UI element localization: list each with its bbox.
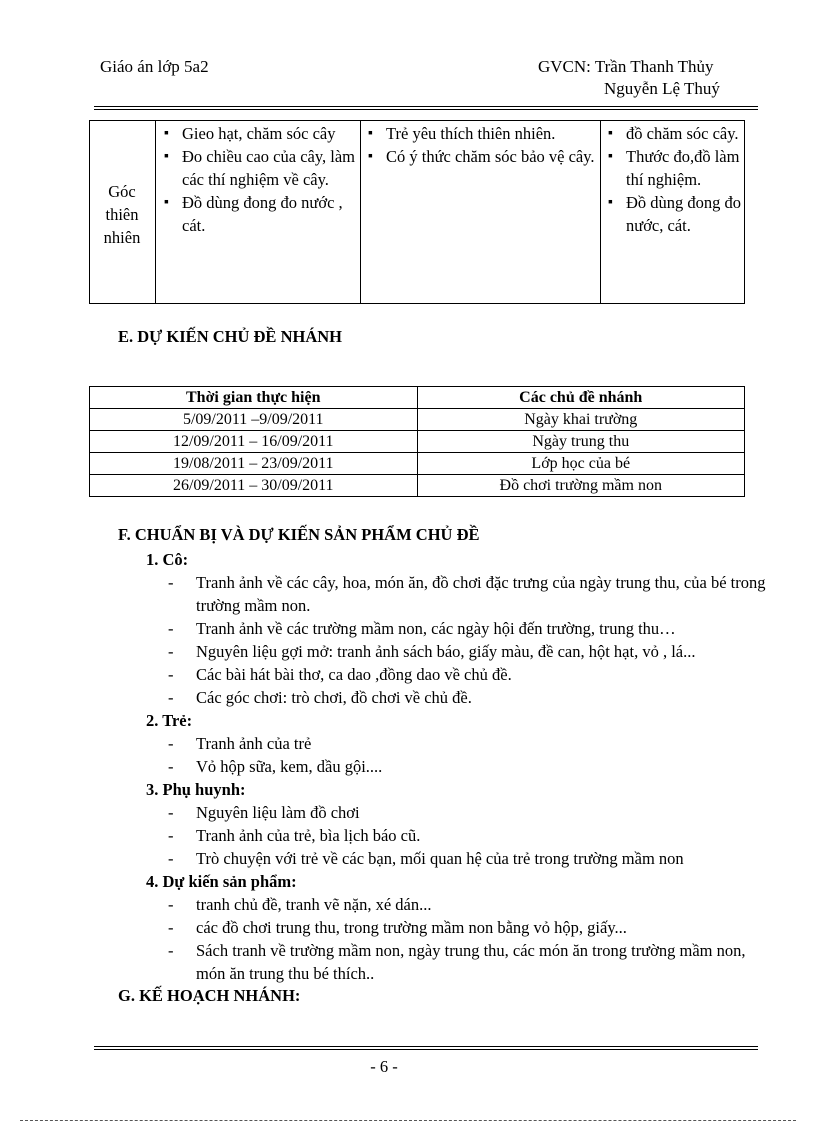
header-teacher-1: GVCN: Trần Thanh Thủy (538, 57, 714, 76)
header-left: Giáo án lớp 5a2 (100, 57, 209, 76)
corner-col3-item: ▪ Thước đo,đồ làm thí nghiệm. (606, 145, 742, 191)
section-f-body (146, 548, 766, 985)
branch-topic-table (89, 386, 745, 497)
table-header-row (90, 387, 745, 409)
corner-col3-item: ▪ đồ chăm sóc cây. (606, 122, 742, 145)
section-g-title: G. KẾ HOẠCH NHÁNH: (118, 986, 301, 1005)
list-item: - Vỏ hộp sữa, kem, dầu gội.... (166, 755, 766, 778)
page-number: - 6 - (370, 1057, 398, 1076)
corner-col3-item: ▪ Đồ dùng đong đo nước, cát. (606, 191, 742, 237)
corner-label: Góc thiên nhiên (103, 182, 141, 247)
table-row (90, 475, 745, 497)
sub-heading-parents: 3. Phụ huynh: (146, 780, 246, 799)
row-topic: Ngày khai trường (417, 409, 745, 431)
corner-col2-item: ▪ Có ý thức chăm sóc bảo vệ cây. (366, 145, 596, 168)
col-header-topic: Các chủ đề nhánh (417, 387, 745, 409)
list-item: - Các bài hát bài thơ, ca dao ,đồng dao về chủ đề. (166, 663, 766, 686)
list-item: - Sách tranh về trường mầm non, ngày trung thu, các món ăn trong trường mầm non, món ăn trung thu bé thích.. (166, 939, 766, 985)
footer-rule (94, 1046, 758, 1050)
list-item: - Các góc chơi: trò chơi, đồ chơi về chủ đề. (166, 686, 766, 709)
row-time: 19/08/2011 – 23/09/2011 (90, 453, 418, 475)
corner-col-divider-1 (155, 120, 156, 304)
corner-col1-item: ▪ Đồ dùng đong đo nước , cát. (162, 191, 358, 237)
corner-col-divider-3 (600, 120, 601, 304)
corner-col3 (606, 122, 742, 237)
list-item: - Tranh ảnh của trẻ, bìa lịch báo cũ. (166, 824, 766, 847)
list-item: - Tranh ảnh về các trường mầm non, các ngày hội đến trường, trung thu… (166, 617, 766, 640)
list-item: - Nguyên liệu gợi mở: tranh ảnh sách báo, giấy màu, đề can, hột hạt, vỏ , lá... (166, 640, 766, 663)
table-row (90, 453, 745, 475)
table-row (90, 431, 745, 453)
row-topic: Đồ chơi trường mầm non (417, 475, 745, 497)
header-teacher-2: Nguyễn Lệ Thuý (604, 79, 720, 98)
list-item: - Trò chuyện với trẻ về các bạn, mối quan hệ của trẻ trong trường mầm non (166, 847, 766, 870)
row-time: 12/09/2011 – 16/09/2011 (90, 431, 418, 453)
list-item: - Tranh ảnh của trẻ (166, 732, 766, 755)
corner-col2 (366, 122, 596, 168)
section-f-title: F. CHUẨN BỊ VÀ DỰ KIẾN SẢN PHẨM CHỦ ĐỀ (118, 525, 480, 544)
sub-heading-teacher: 1. Cô: (146, 550, 189, 569)
corner-col2-item: ▪ Trẻ yêu thích thiên nhiên. (366, 122, 596, 145)
sub-heading-children: 2. Trẻ: (146, 711, 193, 730)
row-time: 26/09/2011 – 30/09/2011 (90, 475, 418, 497)
corner-col1-item: ▪ Gieo hạt, chăm sóc cây (162, 122, 358, 145)
row-topic: Ngày trung thu (417, 431, 745, 453)
row-topic: Lớp học của bé (417, 453, 745, 475)
sub-heading-products: 4. Dự kiến sản phẩm: (146, 872, 297, 891)
list-item: - tranh chủ đề, tranh vẽ nặn, xé dán... (166, 893, 766, 916)
list-item: - Nguyên liệu làm đồ chơi (166, 801, 766, 824)
list-item: - Tranh ảnh về các cây, hoa, món ăn, đồ chơi đặc trưng của ngày trung thu, của bé trong trường mầm non. (166, 571, 766, 617)
list-item: - các đồ chơi trung thu, trong trường mầm non bằng vỏ hộp, giấy... (166, 916, 766, 939)
corner-col-divider-2 (360, 120, 361, 304)
page-edge (20, 1120, 796, 1121)
corner-col1 (162, 122, 358, 237)
header-rule (94, 106, 758, 110)
corner-col1-item: ▪ Đo chiều cao của cây, làm các thí nghiệm về cây. (162, 145, 358, 191)
table-row (90, 409, 745, 431)
row-time: 5/09/2011 –9/09/2011 (90, 409, 418, 431)
section-e-title: E. DỰ KIẾN CHỦ ĐỀ NHÁNH (118, 327, 342, 346)
col-header-time: Thời gian thực hiện (90, 387, 418, 409)
